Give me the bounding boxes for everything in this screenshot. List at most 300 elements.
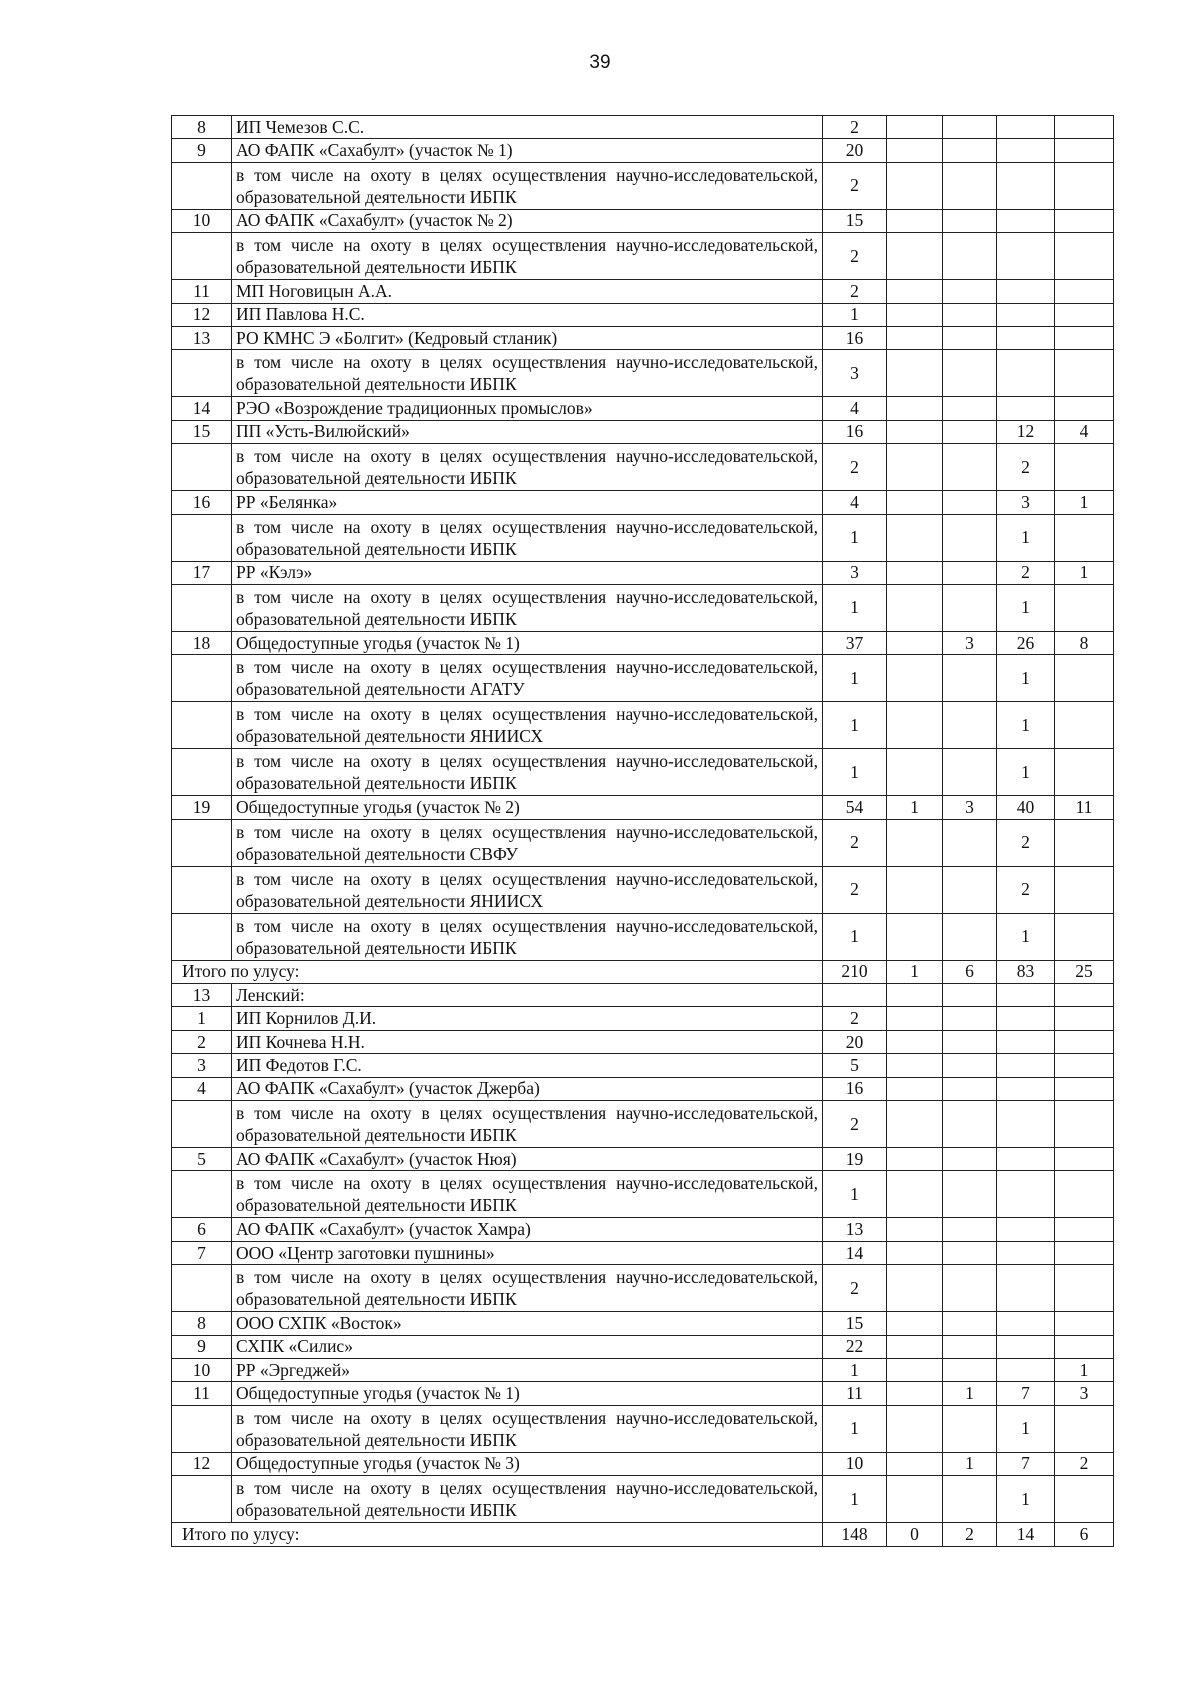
sub-row: [172, 1101, 1114, 1148]
value-cell-4: 3: [997, 491, 1055, 514]
value-cell-1: 16: [823, 1077, 887, 1100]
value-cell-3: [943, 1007, 997, 1030]
value-cell-1: 1: [823, 1171, 887, 1218]
value-cell-3: [943, 1171, 997, 1218]
value-cell-2: [887, 1148, 943, 1171]
value-cell-2: [887, 1030, 943, 1053]
value-cell-1: 1: [823, 749, 887, 796]
value-cell-4: [997, 1007, 1055, 1030]
value-cell-5: [1055, 116, 1114, 139]
row-number: 12: [172, 303, 232, 326]
value-cell-5: [1055, 326, 1114, 349]
row-number: 13: [172, 326, 232, 349]
value-cell-3: [943, 1218, 997, 1241]
value-cell-1: 1: [823, 655, 887, 702]
value-cell-5: [1055, 280, 1114, 303]
value-cell-5: [1055, 139, 1114, 162]
value-cell-1: 16: [823, 326, 887, 349]
value-cell-4: [997, 1148, 1055, 1171]
row-name: в том числе на охоту в целях осуществления научно-исследовательской, образовательной деятельности ЯНИИСХ: [232, 866, 823, 913]
row-number: 17: [172, 561, 232, 584]
sub-row: [172, 1171, 1114, 1218]
value-cell-4: [997, 1077, 1055, 1100]
value-cell-2: [887, 209, 943, 232]
value-cell-4: 7: [997, 1452, 1055, 1475]
table-row: [172, 984, 1114, 1007]
value-cell-2: [887, 303, 943, 326]
row-name: ПП «Усть-Вилюйский»: [232, 420, 823, 443]
value-cell-3: [943, 233, 997, 280]
table-row: [172, 1007, 1114, 1030]
value-cell-1: 2: [823, 1007, 887, 1030]
row-number: 18: [172, 631, 232, 654]
row-name: ИП Кочнева Н.Н.: [232, 1030, 823, 1053]
value-cell-4: 7: [997, 1382, 1055, 1405]
table-row: [172, 561, 1114, 584]
value-cell-1: 14: [823, 1241, 887, 1264]
row-name: ООО СХПК «Восток»: [232, 1312, 823, 1335]
row-name: АО ФАПК «Сахабулт» (участок Нюя): [232, 1148, 823, 1171]
row-name: в том числе на охоту в целях осуществления научно-исследовательской, образовательной деятельности ИБПК: [232, 1265, 823, 1312]
value-cell-2: [887, 749, 943, 796]
value-cell-4: 26: [997, 631, 1055, 654]
value-cell-3: [943, 1054, 997, 1077]
value-cell-1: 4: [823, 491, 887, 514]
value-cell-2: [887, 162, 943, 209]
sub-row: [172, 514, 1114, 561]
value-cell-2: [887, 514, 943, 561]
page-number: 39: [589, 52, 611, 73]
row-name: АО ФАПК «Сахабулт» (участок Хамра): [232, 1218, 823, 1241]
value-cell-3: [943, 819, 997, 866]
row-number: 11: [172, 1382, 232, 1405]
value-cell-2: [887, 1358, 943, 1381]
value-cell-4: 2: [997, 561, 1055, 584]
value-cell-1: 3: [823, 350, 887, 397]
value-cell-2: [887, 139, 943, 162]
value-cell-4: 1: [997, 514, 1055, 561]
value-cell-3: [943, 702, 997, 749]
value-cell-3: [943, 584, 997, 631]
row-name: Ленский:: [232, 984, 823, 1007]
value-cell-2: [887, 655, 943, 702]
row-name: АО ФАПК «Сахабулт» (участок Джерба): [232, 1077, 823, 1100]
row-number: 8: [172, 1312, 232, 1335]
value-cell-5: 8: [1055, 631, 1114, 654]
table-row: [172, 1241, 1114, 1264]
value-cell-1: 37: [823, 631, 887, 654]
value-cell-4: [997, 1265, 1055, 1312]
value-cell-5: [1055, 1030, 1114, 1053]
row-number: [172, 162, 232, 209]
value-cell-5: [1055, 1476, 1114, 1523]
value-cell-5: [1055, 1171, 1114, 1218]
value-cell-2: [887, 1171, 943, 1218]
value-cell-4: [997, 1101, 1055, 1148]
table-row: [172, 303, 1114, 326]
value-cell-3: [943, 420, 997, 443]
total-label: Итого по улусу:: [172, 1523, 823, 1546]
value-cell-4: 1: [997, 749, 1055, 796]
value-cell-1: 210: [823, 960, 887, 983]
value-cell-3: [943, 1030, 997, 1053]
value-cell-3: [943, 514, 997, 561]
value-cell-2: 1: [887, 796, 943, 819]
value-cell-2: 1: [887, 960, 943, 983]
row-number: [172, 819, 232, 866]
sub-row: [172, 1476, 1114, 1523]
table-row: [172, 1358, 1114, 1381]
sub-row: [172, 233, 1114, 280]
value-cell-1: 1: [823, 584, 887, 631]
value-cell-5: [1055, 584, 1114, 631]
row-number: 1: [172, 1007, 232, 1030]
table-row: [172, 397, 1114, 420]
value-cell-4: [997, 1218, 1055, 1241]
table-row: [172, 796, 1114, 819]
value-cell-2: [887, 1241, 943, 1264]
sub-row: [172, 162, 1114, 209]
row-name: ООО «Центр заготовки пушнины»: [232, 1241, 823, 1264]
value-cell-4: 2: [997, 444, 1055, 491]
value-cell-3: [943, 1358, 997, 1381]
value-cell-2: [887, 1312, 943, 1335]
value-cell-4: [997, 984, 1055, 1007]
row-number: [172, 1101, 232, 1148]
value-cell-3: [943, 350, 997, 397]
row-number: 19: [172, 796, 232, 819]
value-cell-4: 1: [997, 913, 1055, 960]
value-cell-3: [943, 749, 997, 796]
value-cell-2: [887, 1218, 943, 1241]
value-cell-1: 2: [823, 280, 887, 303]
table-row: [172, 1054, 1114, 1077]
row-number: [172, 444, 232, 491]
row-name: РО КМНС Э «Болгит» (Кедровый стланик): [232, 326, 823, 349]
table-row: [172, 326, 1114, 349]
row-name: в том числе на охоту в целях осуществления научно-исследовательской, образовательной деятельности ИБПК: [232, 514, 823, 561]
row-number: [172, 1265, 232, 1312]
row-name: в том числе на охоту в целях осуществления научно-исследовательской, образовательной деятельности ИБПК: [232, 233, 823, 280]
row-number: [172, 514, 232, 561]
value-cell-4: [997, 1358, 1055, 1381]
value-cell-1: 1: [823, 303, 887, 326]
row-number: 10: [172, 209, 232, 232]
value-cell-1: 2: [823, 116, 887, 139]
value-cell-5: [1055, 514, 1114, 561]
row-number: [172, 655, 232, 702]
value-cell-1: 13: [823, 1218, 887, 1241]
value-cell-5: [1055, 913, 1114, 960]
row-number: 3: [172, 1054, 232, 1077]
value-cell-3: 6: [943, 960, 997, 983]
value-cell-1: 2: [823, 162, 887, 209]
value-cell-3: 1: [943, 1452, 997, 1475]
row-number: [172, 866, 232, 913]
value-cell-1: 2: [823, 444, 887, 491]
value-cell-1: 3: [823, 561, 887, 584]
value-cell-5: [1055, 444, 1114, 491]
value-cell-4: 1: [997, 1405, 1055, 1452]
value-cell-2: [887, 1007, 943, 1030]
value-cell-5: 1: [1055, 561, 1114, 584]
row-name: в том числе на охоту в целях осуществления научно-исследовательской, образовательной деятельности ИБПК: [232, 444, 823, 491]
row-name: в том числе на охоту в целях осуществления научно-исследовательской, образовательной деятельности ИБПК: [232, 350, 823, 397]
value-cell-1: 2: [823, 1101, 887, 1148]
value-cell-2: [887, 444, 943, 491]
value-cell-1: 1: [823, 913, 887, 960]
value-cell-3: [943, 139, 997, 162]
value-cell-5: 4: [1055, 420, 1114, 443]
value-cell-1: 15: [823, 209, 887, 232]
row-name: МП Ноговицын А.А.: [232, 280, 823, 303]
value-cell-4: 12: [997, 420, 1055, 443]
row-number: [172, 584, 232, 631]
table-row: [172, 1218, 1114, 1241]
table-row: [172, 1312, 1114, 1335]
table-row: [172, 139, 1114, 162]
value-cell-1: 20: [823, 139, 887, 162]
row-number: 16: [172, 491, 232, 514]
sub-row: [172, 444, 1114, 491]
row-number: [172, 233, 232, 280]
row-number: 6: [172, 1218, 232, 1241]
value-cell-3: [943, 1101, 997, 1148]
value-cell-5: 1: [1055, 491, 1114, 514]
row-number: 8: [172, 116, 232, 139]
sub-row: [172, 1265, 1114, 1312]
value-cell-2: [887, 702, 943, 749]
row-name: в том числе на охоту в целях осуществления научно-исследовательской, образовательной деятельности ИБПК: [232, 162, 823, 209]
row-name: РР «Эргеджей»: [232, 1358, 823, 1381]
sub-row: [172, 913, 1114, 960]
value-cell-2: 0: [887, 1523, 943, 1546]
value-cell-1: 22: [823, 1335, 887, 1358]
value-cell-5: [1055, 819, 1114, 866]
value-cell-4: [997, 139, 1055, 162]
value-cell-4: 14: [997, 1523, 1055, 1546]
value-cell-3: [943, 116, 997, 139]
row-name: АО ФАПК «Сахабулт» (участок № 2): [232, 209, 823, 232]
value-cell-3: [943, 1265, 997, 1312]
value-cell-3: [943, 1476, 997, 1523]
value-cell-1: 1: [823, 514, 887, 561]
value-cell-1: 4: [823, 397, 887, 420]
value-cell-3: 3: [943, 796, 997, 819]
value-cell-2: [887, 1452, 943, 1475]
value-cell-4: [997, 1241, 1055, 1264]
value-cell-5: 1: [1055, 1358, 1114, 1381]
value-cell-5: [1055, 1054, 1114, 1077]
value-cell-2: [887, 561, 943, 584]
value-cell-5: [1055, 209, 1114, 232]
row-number: 14: [172, 397, 232, 420]
value-cell-2: [887, 326, 943, 349]
value-cell-3: [943, 1312, 997, 1335]
value-cell-4: [997, 303, 1055, 326]
value-cell-3: 3: [943, 631, 997, 654]
value-cell-2: [887, 1101, 943, 1148]
row-number: [172, 1476, 232, 1523]
row-number: [172, 1171, 232, 1218]
value-cell-3: [943, 1077, 997, 1100]
value-cell-1: 54: [823, 796, 887, 819]
value-cell-1: 1: [823, 1405, 887, 1452]
value-cell-2: [887, 1405, 943, 1452]
table-row: [172, 1030, 1114, 1053]
value-cell-3: [943, 280, 997, 303]
value-cell-1: 1: [823, 1476, 887, 1523]
value-cell-4: [997, 280, 1055, 303]
table-row: [172, 491, 1114, 514]
table-row: [172, 280, 1114, 303]
row-name: в том числе на охоту в целях осуществления научно-исследовательской, образовательной деятельности ИБПК: [232, 1171, 823, 1218]
value-cell-3: [943, 1405, 997, 1452]
value-cell-2: [887, 984, 943, 1007]
table-row: [172, 1382, 1114, 1405]
value-cell-2: [887, 819, 943, 866]
row-name: в том числе на охоту в целях осуществления научно-исследовательской, образовательной деятельности СВФУ: [232, 819, 823, 866]
sub-row: [172, 350, 1114, 397]
sub-row: [172, 1405, 1114, 1452]
value-cell-5: [1055, 1335, 1114, 1358]
value-cell-1: 16: [823, 420, 887, 443]
value-cell-1: 2: [823, 866, 887, 913]
value-cell-5: [1055, 303, 1114, 326]
sub-row: [172, 584, 1114, 631]
total-label: Итого по улусу:: [172, 960, 823, 983]
row-name: РР «Белянка»: [232, 491, 823, 514]
value-cell-5: 6: [1055, 1523, 1114, 1546]
row-name: в том числе на охоту в целях осуществления научно-исследовательской, образовательной деятельности ИБПК: [232, 749, 823, 796]
row-name: в том числе на охоту в целях осуществления научно-исследовательской, образовательной деятельности ИБПК: [232, 1476, 823, 1523]
row-name: в том числе на охоту в целях осуществления научно-исследовательской, образовательной деятельности ИБПК: [232, 1405, 823, 1452]
value-cell-3: [943, 1241, 997, 1264]
value-cell-3: [943, 162, 997, 209]
value-cell-3: [943, 913, 997, 960]
value-cell-4: [997, 1312, 1055, 1335]
value-cell-4: 2: [997, 819, 1055, 866]
value-cell-3: 2: [943, 1523, 997, 1546]
row-name: Общедоступные угодья (участок № 2): [232, 796, 823, 819]
value-cell-5: 25: [1055, 960, 1114, 983]
value-cell-4: 83: [997, 960, 1055, 983]
value-cell-4: [997, 209, 1055, 232]
row-name: ИП Павлова Н.С.: [232, 303, 823, 326]
sub-row: [172, 866, 1114, 913]
value-cell-2: [887, 280, 943, 303]
table-row: [172, 631, 1114, 654]
value-cell-1: 1: [823, 702, 887, 749]
value-cell-5: [1055, 1148, 1114, 1171]
sub-row: [172, 702, 1114, 749]
value-cell-1: 15: [823, 1312, 887, 1335]
value-cell-2: [887, 1382, 943, 1405]
value-cell-2: [887, 350, 943, 397]
row-number: [172, 913, 232, 960]
sub-row: [172, 655, 1114, 702]
row-name: РР «Кэлэ»: [232, 561, 823, 584]
value-cell-3: 1: [943, 1382, 997, 1405]
value-cell-5: [1055, 162, 1114, 209]
row-number: [172, 702, 232, 749]
value-cell-5: [1055, 984, 1114, 1007]
value-cell-2: [887, 913, 943, 960]
value-cell-4: 1: [997, 655, 1055, 702]
row-number: 15: [172, 420, 232, 443]
value-cell-4: 1: [997, 702, 1055, 749]
value-cell-1: 1: [823, 1358, 887, 1381]
table-row: [172, 1452, 1114, 1475]
value-cell-2: [887, 1476, 943, 1523]
row-name: Общедоступные угодья (участок № 3): [232, 1452, 823, 1475]
row-name: в том числе на охоту в целях осуществления научно-исследовательской, образовательной деятельности ИБПК: [232, 584, 823, 631]
value-cell-3: [943, 444, 997, 491]
table-row: [172, 116, 1114, 139]
row-name: ИП Чемезов С.С.: [232, 116, 823, 139]
value-cell-2: [887, 1077, 943, 1100]
value-cell-5: [1055, 1101, 1114, 1148]
value-cell-3: [943, 397, 997, 420]
row-number: 9: [172, 139, 232, 162]
value-cell-2: [887, 1265, 943, 1312]
quota-table: [171, 115, 1114, 1547]
value-cell-4: 40: [997, 796, 1055, 819]
value-cell-5: [1055, 1218, 1114, 1241]
value-cell-3: [943, 326, 997, 349]
row-number: 5: [172, 1148, 232, 1171]
value-cell-1: 11: [823, 1382, 887, 1405]
sub-row: [172, 819, 1114, 866]
value-cell-1: 148: [823, 1523, 887, 1546]
row-name: Общедоступные угодья (участок № 1): [232, 1382, 823, 1405]
value-cell-4: 1: [997, 584, 1055, 631]
row-number: [172, 350, 232, 397]
row-name: в том числе на охоту в целях осуществления научно-исследовательской, образовательной деятельности АГАТУ: [232, 655, 823, 702]
table-row: [172, 1077, 1114, 1100]
value-cell-5: [1055, 1405, 1114, 1452]
value-cell-5: 11: [1055, 796, 1114, 819]
value-cell-1: 2: [823, 233, 887, 280]
value-cell-2: [887, 866, 943, 913]
value-cell-5: [1055, 397, 1114, 420]
row-name: в том числе на охоту в целях осуществления научно-исследовательской, образовательной деятельности ЯНИИСХ: [232, 702, 823, 749]
table-row: [172, 1335, 1114, 1358]
value-cell-5: [1055, 1312, 1114, 1335]
value-cell-1: 10: [823, 1452, 887, 1475]
value-cell-2: [887, 1054, 943, 1077]
value-cell-5: 3: [1055, 1382, 1114, 1405]
table-row: [172, 420, 1114, 443]
row-number: 2: [172, 1030, 232, 1053]
value-cell-2: [887, 397, 943, 420]
row-number: 12: [172, 1452, 232, 1475]
table-body: [172, 116, 1114, 1547]
value-cell-5: 2: [1055, 1452, 1114, 1475]
value-cell-4: [997, 1335, 1055, 1358]
value-cell-2: [887, 420, 943, 443]
value-cell-1: 19: [823, 1148, 887, 1171]
row-number: 4: [172, 1077, 232, 1100]
value-cell-3: [943, 303, 997, 326]
value-cell-4: [997, 116, 1055, 139]
value-cell-4: [997, 350, 1055, 397]
value-cell-3: [943, 209, 997, 232]
value-cell-4: 1: [997, 1476, 1055, 1523]
row-name: СХПК «Силис»: [232, 1335, 823, 1358]
value-cell-5: [1055, 702, 1114, 749]
value-cell-5: [1055, 233, 1114, 280]
